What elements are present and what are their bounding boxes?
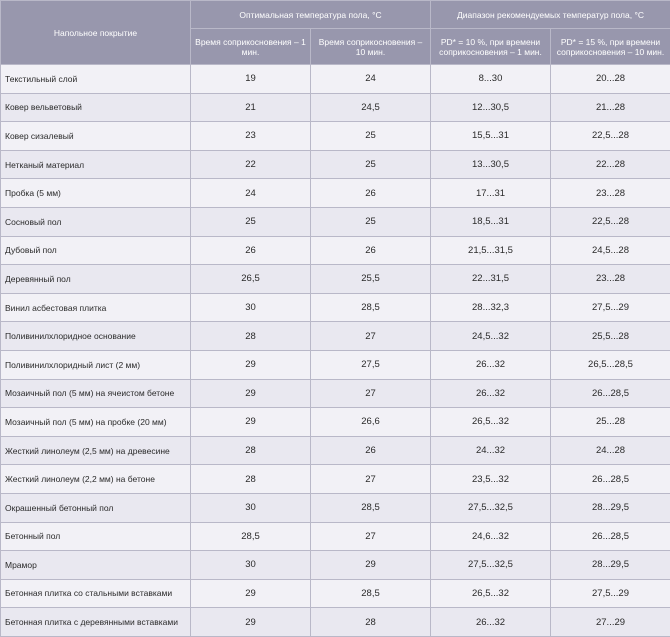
cell-optimal-1min: 30 [191, 493, 311, 522]
cell-range-pd15: 27...29 [551, 608, 670, 637]
cell-optimal-10min: 29 [311, 551, 431, 580]
row-name: Бетонный пол [1, 522, 191, 551]
table-row [1, 551, 670, 580]
cell-range-pd10: 23,5...32 [431, 465, 551, 494]
cell-optimal-10min: 24 [311, 65, 431, 94]
cell-range-pd15: 24...28 [551, 436, 670, 465]
cell-range-pd10: 21,5...31,5 [431, 236, 551, 265]
cell-range-pd10: 26...32 [431, 379, 551, 408]
subheader-pd10-1min: PD* = 10 %, при времени соприкосновения – 1 мин. [431, 29, 551, 65]
cell-range-pd10: 28...32,3 [431, 293, 551, 322]
cell-range-pd15: 26,5...28,5 [551, 350, 670, 379]
table-row [1, 436, 670, 465]
cell-optimal-1min: 22 [191, 150, 311, 179]
cell-range-pd15: 27,5...29 [551, 579, 670, 608]
table-row [1, 493, 670, 522]
table-row [1, 465, 670, 494]
cell-optimal-10min: 25 [311, 150, 431, 179]
cell-optimal-10min: 27 [311, 379, 431, 408]
cell-optimal-1min: 26 [191, 236, 311, 265]
cell-optimal-1min: 28,5 [191, 522, 311, 551]
cell-range-pd15: 28...29,5 [551, 551, 670, 580]
table-row [1, 608, 670, 637]
cell-optimal-10min: 27 [311, 322, 431, 351]
cell-optimal-10min: 25 [311, 122, 431, 151]
cell-range-pd15: 23...28 [551, 265, 670, 294]
table-row [1, 579, 670, 608]
cell-optimal-1min: 19 [191, 65, 311, 94]
cell-optimal-1min: 26,5 [191, 265, 311, 294]
cell-range-pd10: 24,6...32 [431, 522, 551, 551]
cell-range-pd15: 28...29,5 [551, 493, 670, 522]
cell-range-pd10: 12...30,5 [431, 93, 551, 122]
cell-optimal-1min: 28 [191, 465, 311, 494]
cell-range-pd10: 26,5...32 [431, 408, 551, 437]
cell-optimal-1min: 29 [191, 350, 311, 379]
cell-optimal-1min: 29 [191, 608, 311, 637]
cell-range-pd10: 27,5...32,5 [431, 551, 551, 580]
table-row [1, 350, 670, 379]
row-name: Мозаичный пол (5 мм) на ячеистом бетоне [1, 379, 191, 408]
cell-range-pd15: 22,5...28 [551, 122, 670, 151]
cell-optimal-1min: 25 [191, 207, 311, 236]
table-row [1, 265, 670, 294]
cell-optimal-10min: 25 [311, 207, 431, 236]
header-recommended-range: Диапазон рекомендуемых температур пола, °С [431, 1, 670, 29]
cell-optimal-10min: 26 [311, 236, 431, 265]
table-row [1, 322, 670, 351]
row-name: Нетканый материал [1, 150, 191, 179]
cell-range-pd10: 17...31 [431, 179, 551, 208]
cell-range-pd10: 24...32 [431, 436, 551, 465]
row-name: Жесткий линолеум (2,5 мм) на древесине [1, 436, 191, 465]
cell-range-pd10: 8...30 [431, 65, 551, 94]
table-row [1, 408, 670, 437]
row-name: Мозаичный пол (5 мм) на пробке (20 мм) [1, 408, 191, 437]
cell-range-pd15: 22,5...28 [551, 207, 670, 236]
table-body [1, 65, 670, 637]
cell-optimal-10min: 28 [311, 608, 431, 637]
cell-range-pd15: 21...28 [551, 93, 670, 122]
cell-optimal-10min: 28,5 [311, 293, 431, 322]
table-row [1, 122, 670, 151]
row-name: Винил асбестовая плитка [1, 293, 191, 322]
header-floor-covering: Напольное покрытие [1, 1, 191, 65]
row-name: Поливинилхлоридное основание [1, 322, 191, 351]
cell-range-pd15: 25,5...28 [551, 322, 670, 351]
row-name: Дубовый пол [1, 236, 191, 265]
cell-range-pd15: 27,5...29 [551, 293, 670, 322]
table-row [1, 150, 670, 179]
cell-range-pd15: 23...28 [551, 179, 670, 208]
cell-optimal-10min: 28,5 [311, 493, 431, 522]
cell-optimal-10min: 26,6 [311, 408, 431, 437]
cell-optimal-1min: 28 [191, 436, 311, 465]
cell-range-pd15: 26...28,5 [551, 379, 670, 408]
cell-optimal-1min: 30 [191, 293, 311, 322]
cell-optimal-10min: 27 [311, 522, 431, 551]
row-name: Сосновый пол [1, 207, 191, 236]
row-name: Бетонная плитка с деревянными вставками [1, 608, 191, 637]
cell-range-pd10: 13...30,5 [431, 150, 551, 179]
cell-optimal-10min: 26 [311, 436, 431, 465]
row-name: Ковер вельветовый [1, 93, 191, 122]
table-header [1, 1, 670, 65]
row-name: Окрашенный бетонный пол [1, 493, 191, 522]
cell-optimal-10min: 28,5 [311, 579, 431, 608]
cell-range-pd15: 20...28 [551, 65, 670, 94]
cell-optimal-10min: 25,5 [311, 265, 431, 294]
row-name: Жесткий линолеум (2,2 мм) на бетоне [1, 465, 191, 494]
cell-range-pd10: 26...32 [431, 608, 551, 637]
header-optimal-temperature: Оптимальная температура пола, °С [191, 1, 431, 29]
cell-optimal-1min: 29 [191, 379, 311, 408]
row-name: Деревянный пол [1, 265, 191, 294]
cell-range-pd10: 27,5...32,5 [431, 493, 551, 522]
cell-range-pd10: 18,5...31 [431, 207, 551, 236]
cell-range-pd15: 24,5...28 [551, 236, 670, 265]
cell-optimal-1min: 23 [191, 122, 311, 151]
table-row [1, 65, 670, 94]
cell-optimal-1min: 24 [191, 179, 311, 208]
cell-optimal-1min: 21 [191, 93, 311, 122]
row-name: Мрамор [1, 551, 191, 580]
cell-range-pd10: 22...31,5 [431, 265, 551, 294]
row-name: Бетонная плитка со стальными вставками [1, 579, 191, 608]
cell-optimal-1min: 30 [191, 551, 311, 580]
cell-range-pd10: 26,5...32 [431, 579, 551, 608]
row-name: Поливинилхлоридный лист (2 мм) [1, 350, 191, 379]
cell-optimal-1min: 28 [191, 322, 311, 351]
cell-range-pd15: 26...28,5 [551, 465, 670, 494]
subheader-contact-10min: Время соприкосновения – 10 мин. [311, 29, 431, 65]
row-name: Пробка (5 мм) [1, 179, 191, 208]
cell-range-pd15: 26...28,5 [551, 522, 670, 551]
table-row [1, 207, 670, 236]
subheader-contact-1min: Время соприкосновения – 1 мин. [191, 29, 311, 65]
table-row [1, 179, 670, 208]
row-name: Текстильный слой [1, 65, 191, 94]
cell-range-pd10: 15,5...31 [431, 122, 551, 151]
table-row [1, 236, 670, 265]
cell-range-pd10: 24,5...32 [431, 322, 551, 351]
table-row [1, 293, 670, 322]
table-row [1, 93, 670, 122]
subheader-pd15-10min: PD* = 15 %, при времени соприкосновения – 10 мин. [551, 29, 670, 65]
cell-optimal-1min: 29 [191, 408, 311, 437]
table-row [1, 522, 670, 551]
row-name: Ковер сизалевый [1, 122, 191, 151]
cell-range-pd10: 26...32 [431, 350, 551, 379]
table-row [1, 379, 670, 408]
cell-optimal-10min: 27 [311, 465, 431, 494]
cell-optimal-10min: 27,5 [311, 350, 431, 379]
cell-optimal-10min: 26 [311, 179, 431, 208]
cell-optimal-10min: 24,5 [311, 93, 431, 122]
cell-range-pd15: 22...28 [551, 150, 670, 179]
cell-range-pd15: 25...28 [551, 408, 670, 437]
cell-optimal-1min: 29 [191, 579, 311, 608]
